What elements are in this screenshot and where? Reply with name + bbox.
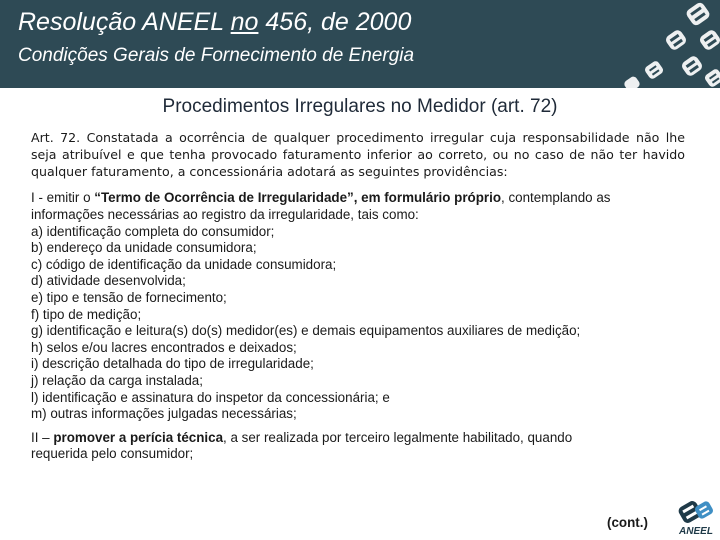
- title-part2: 456, de 2000: [258, 8, 412, 36]
- list-item: i) descrição detalhada do tipo de irregularidade;: [31, 356, 314, 372]
- item-ii-line1-suffix: , a ser realizada por terceiro legalmente habilitado, quando: [223, 429, 573, 445]
- document-body: [31, 130, 685, 463]
- item-i-suffix: , contemplando as informações necessárias ao registro da irregularidade, tais como:: [31, 190, 611, 222]
- requirements-list: [31, 224, 685, 423]
- section-heading: Procedimentos Irregulares no Medidor (art. 72): [162, 96, 558, 117]
- aneel-logo-text: ANEEL: [679, 526, 713, 537]
- title-part1: Resolução ANEEL: [18, 8, 231, 36]
- page-subtitle: Condições Gerais de Fornecimento de Energia: [18, 45, 415, 66]
- item-i-paragraph: [31, 190, 685, 223]
- list-item: d) atividade desenvolvida;: [31, 273, 186, 289]
- title-ordinal: no: [230, 8, 259, 36]
- list-item: m) outras informações julgadas necessárias;: [31, 406, 297, 422]
- continued-label: (cont.): [607, 515, 648, 530]
- item-ii-line2: requerida pelo consumidor;: [31, 446, 194, 462]
- item-i-prefix: I - emitir o: [31, 190, 95, 206]
- list-item: f) tipo de medição;: [31, 306, 142, 322]
- list-item: e) tipo e tensão de fornecimento;: [31, 289, 227, 305]
- list-item: j) relação da carga instalada;: [31, 372, 203, 388]
- list-item: h) selos e/ou lacres encontrados e deixados;: [31, 339, 297, 355]
- aneel-logo: [676, 498, 716, 538]
- item-ii-bold: promover a perícia técnica: [53, 429, 224, 445]
- article-paragraph: Art. 72. Constatada a ocorrência de qualquer procedimento irregular cuja responsabilidade não lhe seja atribuível e que tenha provocado faturamento inferior ao correto, ou no caso de não ter havido qualquer faturamento, a concessionária adotará as seguintes providências:: [31, 130, 685, 179]
- item-ii-prefix: II –: [31, 429, 54, 445]
- item-ii-paragraph: [31, 430, 685, 463]
- aneel-logo-pattern-icon: [610, 0, 720, 88]
- list-item: a) identificação completa do consumidor;: [31, 223, 275, 239]
- list-item: c) código de identificação da unidade consumidora;: [31, 256, 337, 272]
- header-banner: [0, 0, 720, 88]
- list-item: g) identificação e leitura(s) do(s) medidor(es) e demais equipamentos auxiliares de medição;: [31, 323, 581, 339]
- aneel-logo-icon: [676, 498, 716, 528]
- list-item: b) endereço da unidade consumidora;: [31, 240, 257, 256]
- item-i-bold: “Termo de Ocorrência de Irregularidade”, em formulário próprio: [94, 190, 502, 206]
- page-title: [18, 8, 411, 37]
- list-item: l) identificação e assinatura do inspetor da concessionária; e: [31, 389, 390, 405]
